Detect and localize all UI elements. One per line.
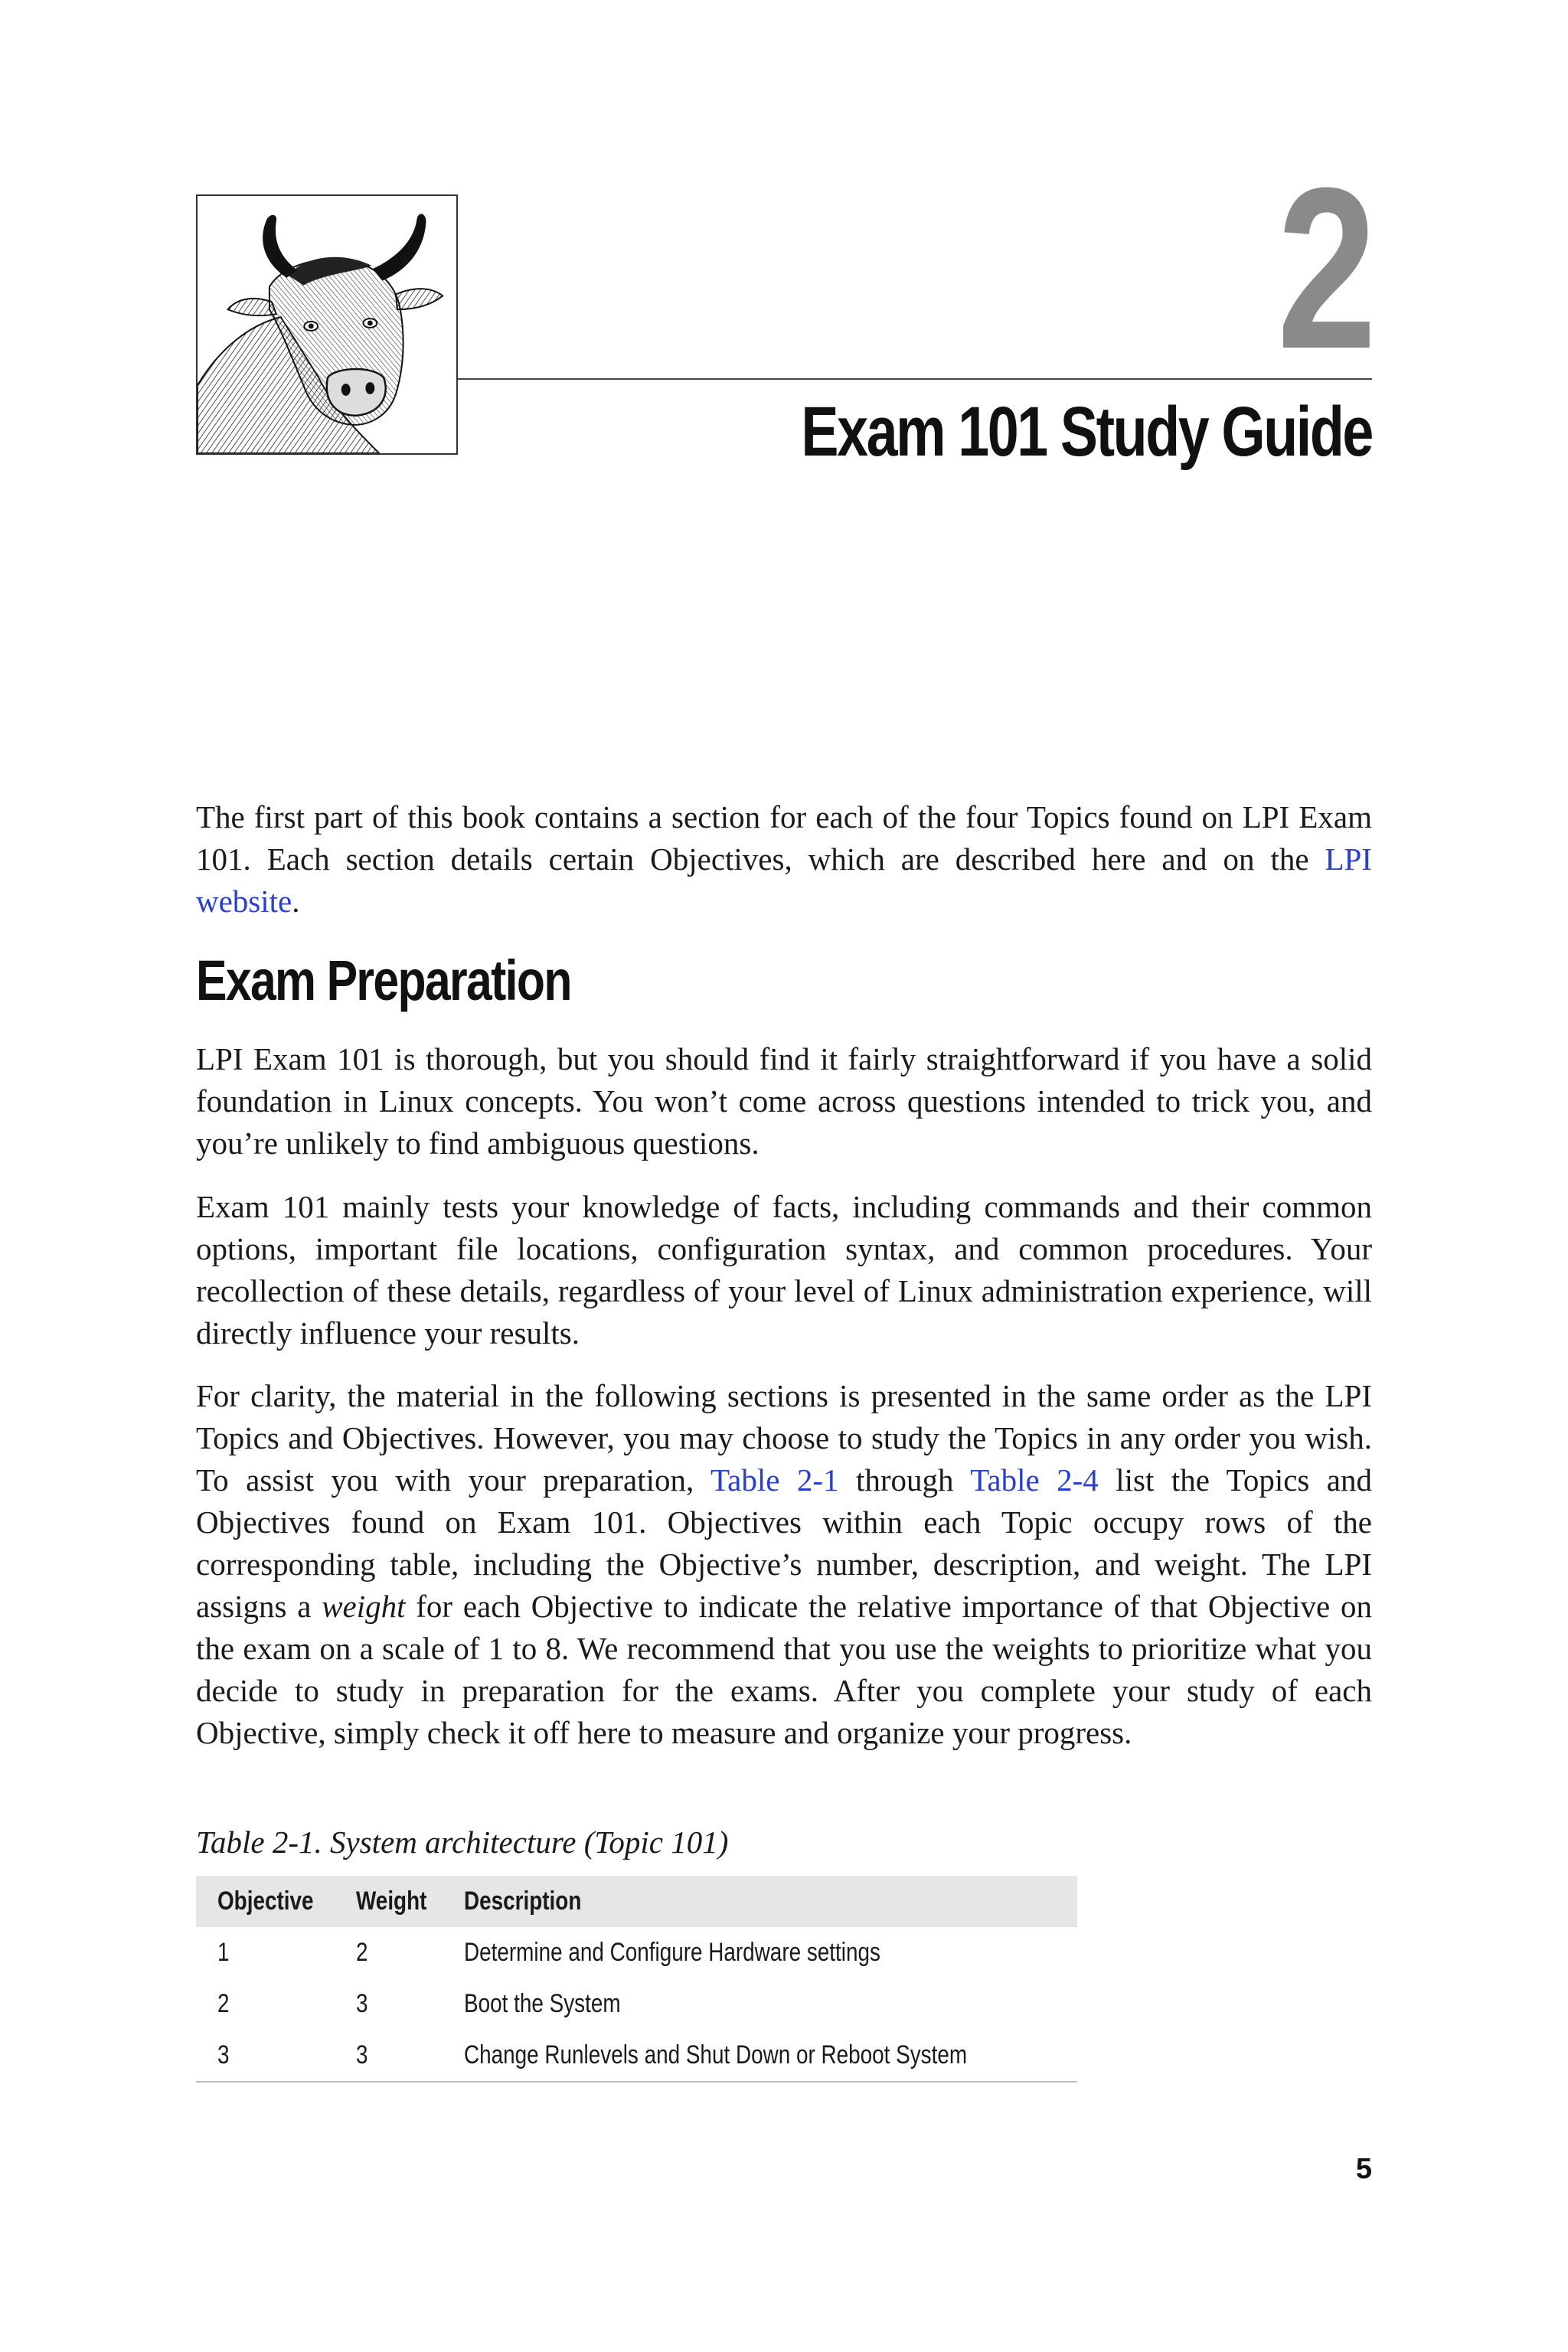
header-weight — [335, 1876, 443, 1927]
chapter-title: Exam 101 Study Guide — [801, 393, 1372, 471]
cell-objective — [196, 1927, 335, 1978]
intro-paragraph — [196, 796, 1372, 923]
table-caption: Table 2-1. System architecture (Topic 101) — [196, 1824, 729, 1860]
cell-description — [443, 2030, 1077, 2082]
cell-weight — [335, 1978, 443, 2030]
cell-objective-value: 2 — [217, 1989, 230, 2018]
cell-description-value: Change Runlevels and Shut Down or Reboot System — [463, 2040, 967, 2069]
paragraph-clarity-text: for each Objective to indicate the relative importance of that Objective on the exam on a scale of 1 to 8. We recommend that you use the weights to prioritize what you decide to study in preparation for the exams. After you complete your study of each Objective, simply check it off here to measure and organize your progress. — [196, 1589, 1373, 1750]
table-row — [196, 1978, 1077, 2030]
cell-description-value: Determine and Configure Hardware settings — [463, 1938, 880, 1967]
cell-objective — [196, 1978, 335, 2030]
header-weight-label: Weight — [356, 1886, 427, 1916]
cell-objective-value: 3 — [217, 2040, 230, 2069]
cell-description — [443, 1927, 1077, 1978]
objectives-table — [196, 1876, 1077, 2082]
cell-weight — [335, 2030, 443, 2082]
paragraph-clarity-text: list the Topics and Objectives found on Exam 101. Objectives within each Topic occupy rows of the corresponding table, including the Objective’s number, description, and weight. The LPI assigns a — [196, 1462, 1373, 1624]
paragraph-clarity — [196, 1375, 1372, 1754]
lpi-website-link[interactable]: LPI website — [196, 841, 1372, 919]
paragraph-exam-tests: Exam 101 mainly tests your knowledge of facts, including commands and their common options, important file locations, configuration syntax, and common procedures. Your recollection of these details, regardless of your level of Linux administration experience, will directly influence your results. — [196, 1189, 1372, 1351]
table-2-1-link[interactable]: Table 2-1 — [710, 1462, 839, 1498]
paragraph-clarity-text: For clarity, the material in the following sections is presented in the same order as the LPI Topics and Objectives. However, you may choose to study the Topics in any order you wish. To assist you with your preparation, — [196, 1378, 1372, 1498]
section-heading: Exam Preparation — [196, 949, 571, 1012]
cell-objective-value: 1 — [217, 1938, 230, 1967]
weight-emphasis: weight — [322, 1589, 406, 1624]
header-objective-label: Objective — [217, 1886, 314, 1916]
header-objective — [196, 1876, 335, 1927]
header-description-label: Description — [463, 1886, 582, 1916]
cell-weight-value: 3 — [356, 1989, 368, 2018]
header-description — [443, 1876, 1077, 1927]
intro-text-end: . — [292, 884, 300, 919]
cell-objective — [196, 2030, 335, 2082]
chapter-number: 2 — [1277, 139, 1372, 397]
bull-illustration-icon — [196, 194, 458, 455]
table-2-4-link[interactable]: Table 2-4 — [970, 1462, 1099, 1498]
cell-description-value: Boot the System — [463, 1989, 621, 2018]
cell-description — [443, 1978, 1077, 2030]
cell-weight-value: 3 — [356, 2040, 368, 2069]
page-number: 5 — [1355, 2153, 1372, 2185]
table-row — [196, 2030, 1077, 2082]
cell-weight-value: 2 — [356, 1938, 368, 1967]
paragraph-clarity-text: through — [838, 1462, 971, 1498]
cell-weight — [335, 1927, 443, 1978]
table-row — [196, 1927, 1077, 1978]
intro-text: The first part of this book contains a section for each of the four Topics found on LPI Exam 101. Each section details certain Objectives, which are described here and on the — [196, 799, 1372, 877]
table-header-row — [196, 1876, 1077, 1927]
chapter-divider — [458, 378, 1372, 380]
paragraph-exam-thorough: LPI Exam 101 is thorough, but you should find it fairly straightforward if you have a solid foundation in Linux concepts. You won’t come across questions intended to trick you, and you’re unlikely to find ambiguous questions. — [196, 1041, 1372, 1161]
